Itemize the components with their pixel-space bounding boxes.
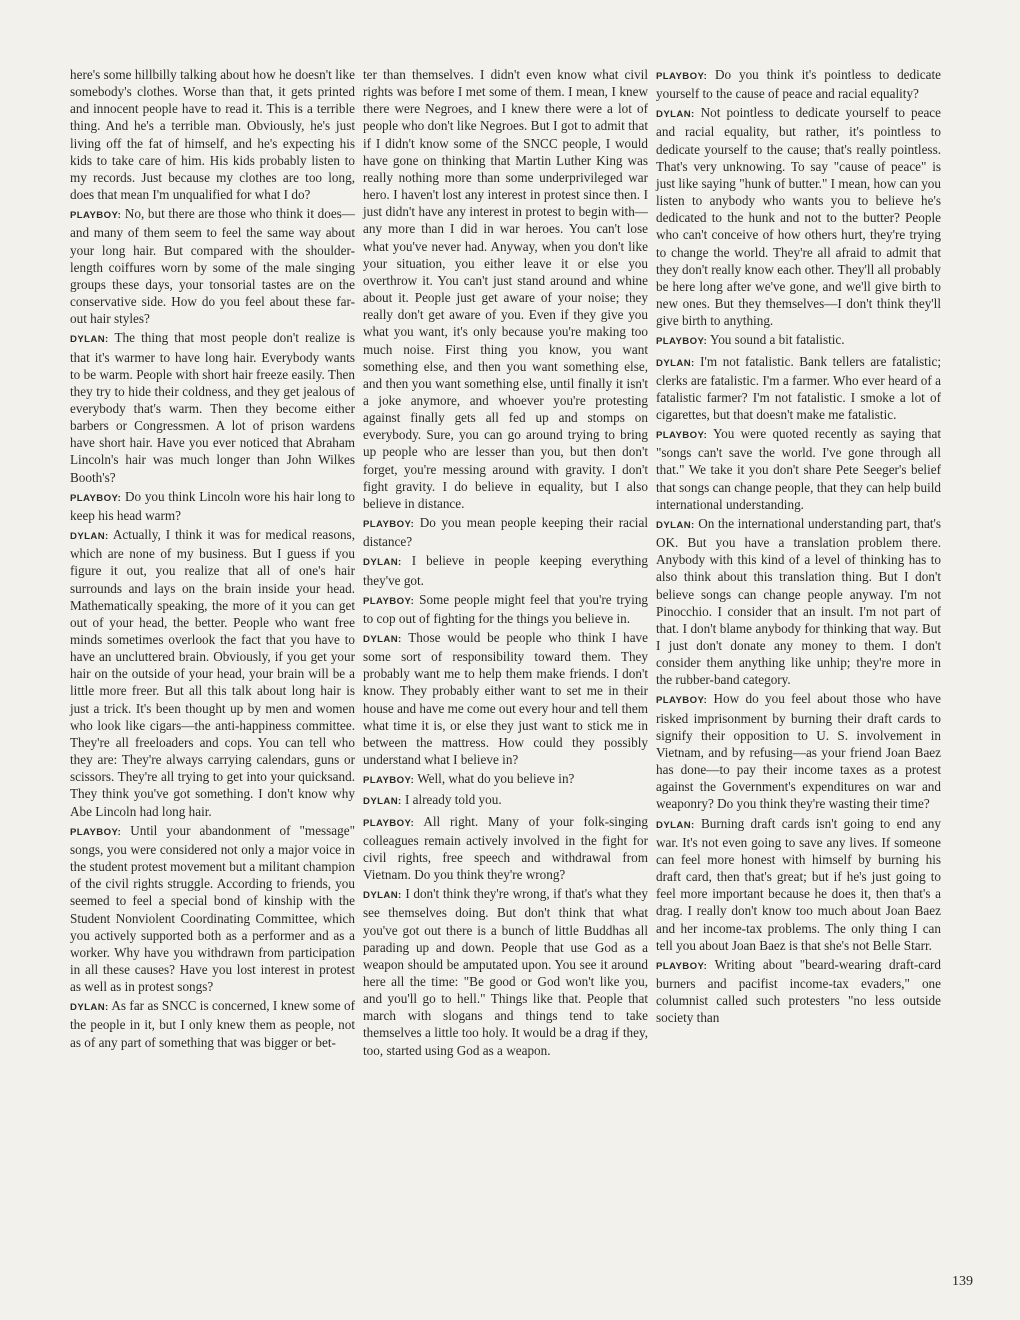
paragraph-text: here's some hillbilly talking about how he doesn't like somebody's clothes. Worse than that, it gets printed and innocent people have to read it. This is a terrible thing. And he's a terrible man. Obviously, he's just living off the fat of himself, and he's expecting his kids to take care of him. His kids probably listen to my records. Just because my clothes are too long, does that mean I'm unqualified for what I do? [70,67,355,203]
speaker-label: PLAYBOY: [70,492,122,504]
interview-paragraph [363,514,648,550]
paragraph-text: You sound a bit fatalistic. [710,332,845,348]
paragraph-text: ter than themselves. I didn't even know what civil rights was before I met some of them. I mean, I knew there were Negroes, and I knew there were a lot of people who don't like Negroes. But I got to admit that if I didn't know some of the SNCC people, I would have gone on thinking that Martin Luther King was really nothing more than some underprivileged war hero. I haven't lost any interest in protest since then. I just didn't have any interest in protest to begin with—any more than I did in war heroes. You can't lose what you've never had. Anyway, when you don't like your situation, you either leave it or else you overthrow it. You can't just stand around and whine about it. People just get aware of your noise; they really don't get aware of you. Even if they give you what you want, it's only because you're making too much noise. First thing you know, you want something else, and then you want something else, and then you want something else, until finally it isn't a joke anymore, and whoever you're protesting against finally gets all fed up and stomps on everybody. Sure, you can go around trying to bring up people who are lesser than you, but then don't forget, you're messing around with gravity. I don't fight gravity. I do believe in equality, but I also believe in distance. [363,67,648,511]
paragraph-text: Not pointless to dedicate yourself to peace and racial equality, but rather, it's pointless to dedicate yourself to the cause; that's really pointless. That's very unknowing. To say "cause of peace" is just like saying "hunk of butter." I mean, how can you listen to anybody who wants you to believe he's dedicated to the hunk and not to the butter? People who can't conceive of how others hurt, they're trying to change the world. They're all afraid to admit that they don't really know each other. They'll all probably be here long after we've gone, and we'll give birth to new ones. But they themselves—I don't think they'll give birth to anything. [656,105,942,329]
interview-paragraph [363,885,648,1059]
speaker-label: DYLAN: [363,796,402,808]
speaker-label: DYLAN: [656,109,695,121]
interview-paragraph [656,815,941,954]
speaker-label: DYLAN: [656,357,695,369]
page-number: 139 [952,1274,973,1289]
interview-paragraph [363,813,648,884]
text-column-1 [70,66,355,1053]
paragraph-text: The thing that most people don't realize is that it's warmer to have long hair. Everybody wants to be warm. People with short hair freeze easily. Then they try to hide their coldness, and they get jealous of everybody that's warm. Then they become either barbers or Congressmen. A lot of prison wardens have short hair. Have you ever noticed that Abraham Lincoln's hair was much longer than John Wilkes Booth's? [70,330,355,485]
interview-paragraph [363,770,648,789]
interview-paragraph [363,629,648,768]
paragraph-text: Do you mean people keeping their racial distance? [363,515,648,550]
interview-paragraph [363,66,648,512]
speaker-label: DYLAN: [70,1002,109,1014]
paragraph-text: No, but there are those who think it does—and many of them seem to feel the same way about your long hair. But compared with the shoulder-length coiffures worn by some of the male singing groups these days, your tonsorial tastes are on the conservative side. How do you feel about these far-out hair styles? [70,206,355,327]
speaker-label: PLAYBOY: [656,430,708,442]
paragraph-text: How do you feel about those who have risked imprisonment by burning their draft cards to signify their opposition to U. S. involvement in Vietnam, and by refusing—as your friend Joan Baez has done—to pay their income taxes as a protest against the Government's expenditures on war and weaponry? Do you think they're wasting their time? [656,691,941,812]
paragraph-text: You were quoted recently as saying that "songs can't save the world. I've gone through all that." We take it you don't share Pete Seeger's belief that songs can change people, that they can help build international understanding. [656,426,942,512]
speaker-label: DYLAN: [363,890,402,902]
interview-paragraph [656,690,941,812]
paragraph-text: I believe in people keeping everything they've got. [363,553,648,588]
paragraph-text: All right. Many of your folk-singing colleagues remain actively involved in the fight for civil rights, free speech and withdrawal from Vietnam. Do you think they're wrong? [363,813,648,883]
interview-paragraph [70,488,355,524]
speaker-label: PLAYBOY: [656,960,708,972]
speaker-label: DYLAN: [70,334,109,346]
text-column-3 [656,66,941,1028]
paragraph-text: Writing about "beard-wearing draft-card burners and pacifist income-tax evaders," one columnist called such protesters "no less outside society than [656,956,941,1026]
interview-paragraph [70,329,355,485]
interview-paragraph [70,822,355,996]
interview-paragraph [363,791,648,810]
paragraph-text: Burning draft cards isn't going to end any war. It's not even going to save any lives. If someone can feel more honest with himself by burning his draft card, then that's great; but if he's just going to feel more important because he does it, then that's a drag. I really don't know too much about Joan Baez and her income-tax problems. The only thing I can tell you about Joan Baez is that she's not Belle Starr. [656,815,941,953]
interview-paragraph [70,66,355,203]
interview-paragraph [656,956,941,1027]
speaker-label: PLAYBOY: [363,775,415,787]
interview-paragraph [656,104,941,329]
speaker-label: PLAYBOY: [656,71,708,82]
paragraph-text: Do you think it's pointless to dedicate yourself to the cause of peace and racial equality? [656,67,942,102]
text-column-2 [363,66,648,1061]
paragraph-text: I'm not fatalistic. Bank tellers are fatalistic; clerks are fatalistic. I'm a farmer. Who ever heard of a fatalistic farmer? I'm not fatalistic. I smoke a lot of cigarettes, but that doesn't make me fatalistic. [656,353,941,422]
speaker-label: PLAYBOY: [656,336,708,348]
paragraph-text: On the international understanding part, that's OK. But you have a translation problem there. Anybody with this kind of a level of thinking has to also think about this translation thing. But I don't believe songs can change people anyway. I'm not Pinocchio. I consider that an insult. I'm not part of that. I don't blame anybody for thinking that way. But I just don't donate any money to them. I don't consider them anything like unhip; they're more in the rubber-band category. [656,515,942,688]
speaker-label: DYLAN: [656,519,695,531]
paragraph-text: Do you think Lincoln wore his hair long to keep his head warm? [70,488,356,523]
speaker-label: DYLAN: [363,557,402,569]
speaker-label: DYLAN: [70,531,109,543]
interview-paragraph [656,515,941,689]
speaker-label: PLAYBOY: [656,695,708,707]
interview-paragraph [363,552,648,588]
paragraph-text: Actually, I think it was for medical reasons, which are none of my business. But I guess if you figure it out, you realize that all of one's hair surrounds and lays on the brain inside your head. Mathematically speaking, the more of it you can get out of your head, the better. People who want free minds sometimes overlook the fact that you have to have an uncluttered brain. Obviously, if you get your hair on the outside of your head, your brain will be a little more freer. But all this talk about long hair is just a trick. It's been thought up by men and women who look like cigars—the anti-happiness committee. They're all freeloaders and cops. You can tell who they are: They're always carrying calendars, guns or scissors. They're all trying to get into your quicksand. They think you've got something. I don't know why Abe Lincoln had long hair. [70,527,355,819]
paragraph-text: Well, what do you believe in? [417,771,575,787]
speaker-label: PLAYBOY: [70,826,122,838]
speaker-label: DYLAN: [363,634,402,645]
speaker-label: PLAYBOY: [363,519,415,531]
interview-paragraph [656,425,941,513]
interview-paragraph [656,331,941,350]
interview-paragraph [70,997,355,1050]
speaker-label: PLAYBOY: [363,595,415,607]
speaker-label: PLAYBOY: [70,210,122,222]
interview-paragraph [70,526,355,820]
paragraph-text: As far as SNCC is concerned, I knew some of the people in it, but I only knew them as people, not as of any part of something that was bigger or bet- [70,998,355,1050]
paragraph-text: I already told you. [404,792,502,808]
speaker-label: DYLAN: [656,819,695,831]
paragraph-text: Some people might feel that you're trying to cop out of fighting for the things you believe in. [363,591,649,626]
paragraph-text: I don't think they're wrong, if that's what they see themselves doing. But don't think that what you've got out there is a bunch of little Buddhas all parading up and down. People that use God as a weapon should be amputated upon. You see it around here all the time: "Be good or God won't like you, and you'll go to hell." Things like that. People that march with slogans and things tend to take themselves a little too holy. It would be a drag if they, too, started using God as a weapon. [363,886,648,1058]
paragraph-text: Those would be people who think I have some sort of responsibility toward them. They probably want me to help them make friends. I don't know. They probably either want to set me in their house and have me come out every hour and tell them what time it is, or else they just want to stick me in between the mattress. How could they possibly understand what I believe in? [363,630,649,768]
speaker-label: PLAYBOY: [363,817,415,829]
interview-paragraph [656,66,941,102]
interview-paragraph [656,353,941,424]
interview-paragraph [363,591,648,627]
paragraph-text: Until your abandonment of "message" songs, you were considered not only a major voice in the student protest movement but a militant champion of the civil rights struggle. According to friends, you seemed to feel a special bond of kinship with the Student Nonviolent Coordinating Committee, which you actively supported both as a performer and as a worker. Why have you withdrawn from participation in all these causes? Have you lost interest in protest as well as in protest songs? [70,822,355,995]
interview-paragraph [70,205,355,327]
